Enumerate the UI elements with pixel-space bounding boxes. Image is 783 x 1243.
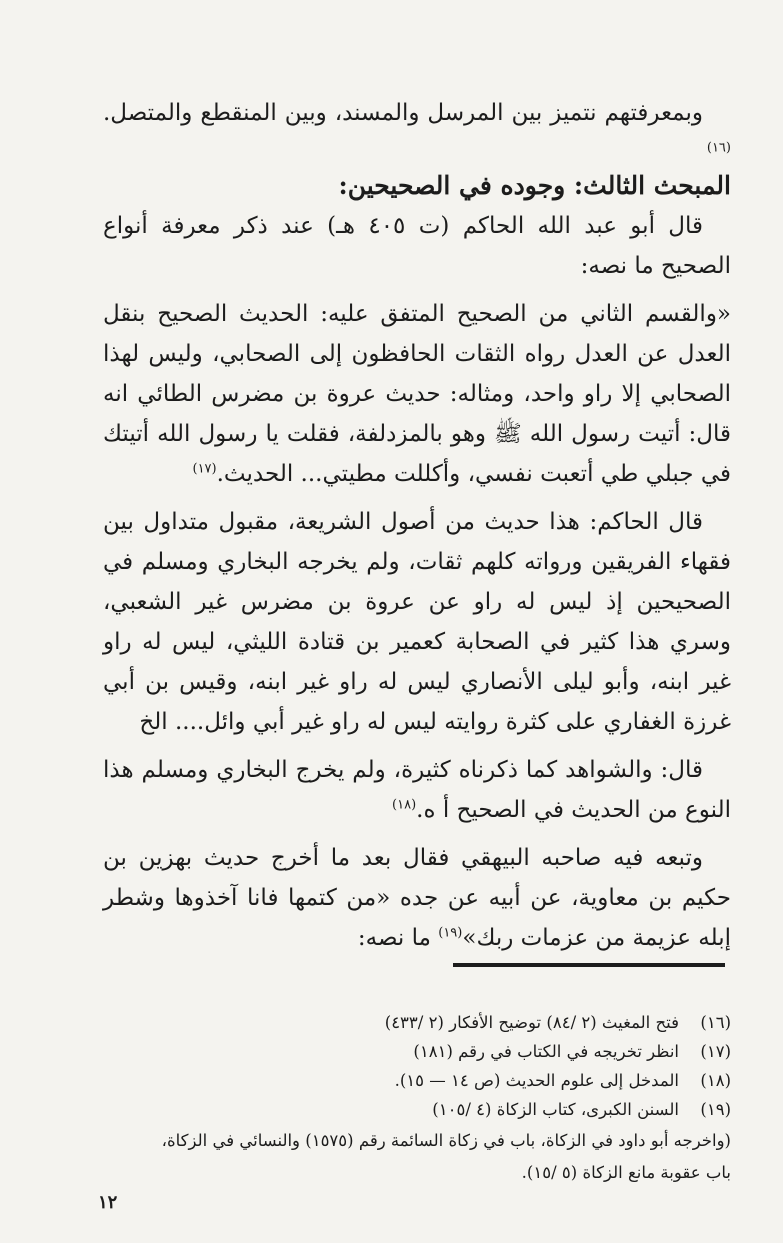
footnote-number: (١٧) (700, 1042, 731, 1061)
footnote-ref-19: (١٩) (438, 925, 463, 941)
page-number: ١٢ (98, 1192, 118, 1213)
footnote-19-continued-2: باب عقوبة مانع الزكاة (٥ /١٥). (521, 1163, 731, 1182)
paragraph-hakim-quote-intro: قال أبو عبد الله الحاكم (ت ٤٠٥ هـ) عند ذكر معرفة أنواع الصحيح ما نصه: (103, 213, 731, 279)
intro-paragraph (103, 93, 731, 173)
footnote-ref-17: (١٧) (192, 461, 217, 477)
footnote-text: فتح المغيث (٢ /٨٤) توضيح الأفكار (٢ /٤٣٣) (384, 1013, 679, 1032)
bayhaqi-text-end: ما نصه: (357, 925, 439, 951)
footnote-text: المدخل إلى علوم الحديث (ص ١٤ — ١٥). (394, 1071, 679, 1090)
paragraph-hakim-comment: قال الحاكم: هذا حديث من أصول الشريعة، مقبول متداول بين فقهاء الفريقين ورواته كلهم ثقات، ولم يخرجه البخاري ومسلم في الصحيحين إذ ليس له راو عن عروة بن مضرس غير الشعبي، وسري هذا كثير في الصحابة كعمير بن قتادة الليثي، ليس له راو غير ابنه، وأبو ليلى الأنصاري ليس له راو غير ابنه، وقيس بن أبي غرزة الغفاري على كثرة روايته ليس له راو غير أبي وائل.... الخ (103, 509, 731, 735)
footnote-18 (71, 1066, 731, 1095)
footnote-19 (71, 1095, 731, 1124)
section-heading: المبحث الثالث: وجوده في الصحيحين: (338, 171, 731, 200)
footnote-number: (١٨) (700, 1071, 731, 1090)
footnote-16 (71, 1008, 731, 1037)
footnote-number: (١٩) (700, 1100, 731, 1119)
footnote-separator (453, 963, 725, 967)
paragraph-bayhaqi (103, 838, 731, 958)
bayhaqi-text: وتبعه فيه صاحبه البيهقي فقال بعد ما أخرج حديث بهزين بن حكيم بن معاوية، عن أبيه عن جده «من كتمها فانا آخذوها وشطر إبله عزيمة من عزمات ربك» (103, 845, 731, 951)
footnote-text: انظر تخريجه في الكتاب في رقم (١٨١) (413, 1042, 679, 1061)
footnote-text: السنن الكبرى، كتاب الزكاة (٤ /١٠٥) (432, 1100, 679, 1119)
footnote-ref-16: (١٦) (706, 140, 731, 156)
footnote-ref-18: (١٨) (392, 797, 417, 813)
intro-text: وبمعرفتهم نتميز بين المرسل والمسند، وبين المنقطع والمتصل. (103, 100, 703, 126)
footnote-17 (71, 1037, 731, 1066)
footnote-number: (١٦) (700, 1013, 731, 1032)
footnote-19-continued-1: (واخرجه أبو داود في الزكاة، باب في زكاة السائمة رقم (١٥٧٥) والنسائي في الزكاة، (161, 1131, 731, 1150)
shawahid-text: قال: والشواهد كما ذكرناه كثيرة، ولم يخرج البخاري ومسلم هذا النوع من الحديث في الصحيح أ ه. (103, 757, 731, 823)
paragraph-shawahid (103, 750, 731, 830)
hakim-quote-text: «والقسم الثاني من الصحيح المتفق عليه: الحديث الصحيح بنقل العدل عن العدل رواه الثقات الحافظون إلى الصحابي، وليس لهذا الصحابي إلا راو واحد، ومثاله: حديث عروة بن مضرس الطائي انه قال: أتيت رسول الله ﷺ وهو بالمزدلفة، فقلت يا رسول الله أتيتك في جبلي طي أتعبت نفسي، وأكللت مطيتي... الحديث. (103, 301, 731, 487)
body-text (103, 166, 731, 958)
paragraph-hakim-quote (103, 294, 731, 494)
